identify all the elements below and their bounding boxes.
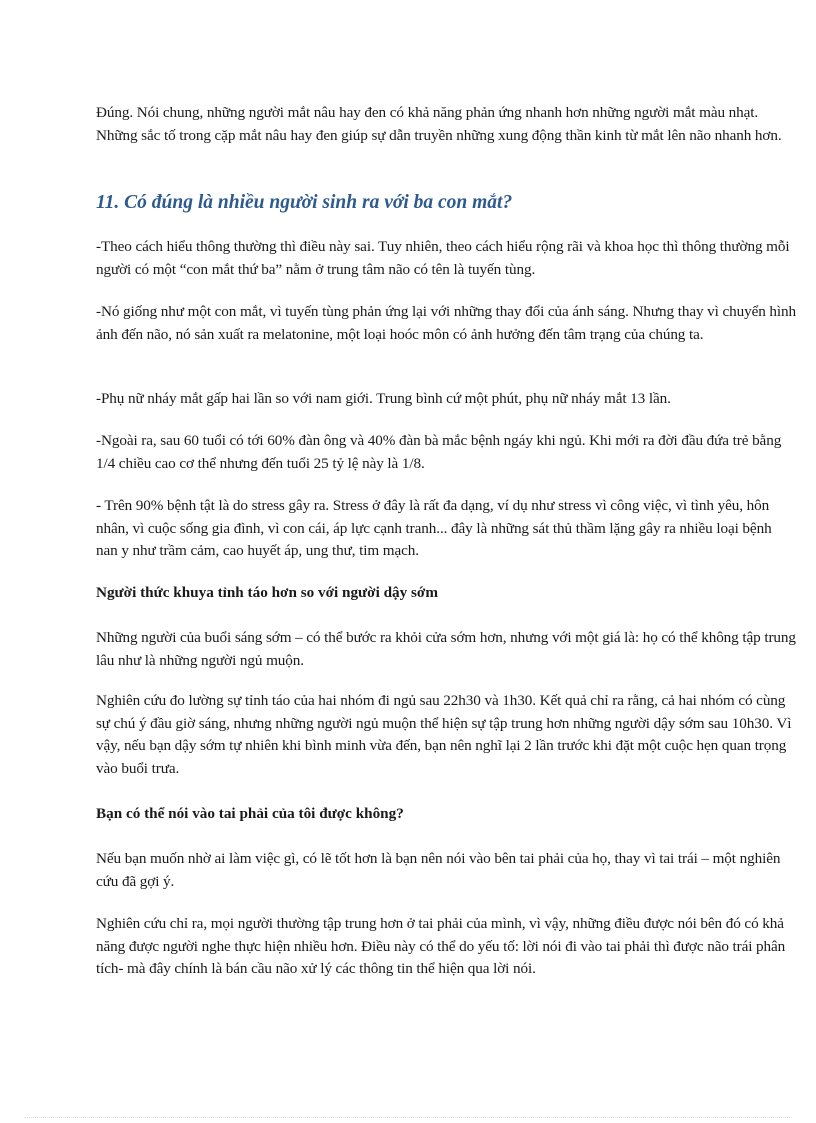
paragraph-alertness-study: Nghiên cứu đo lường sự tỉnh táo của hai nhóm đi ngủ sau 22h30 và 1h30. Kết quả chỉ ra rằng, cả hai nhóm có cùng sự chú ý đầu giờ sáng, nhưng những người ngủ muộn thể hiện sự tập trung hơn những người dậy sớm sau 10h30. Vì vậy, nếu bạn dậy sớm tự nhiên khi bình minh vừa đến, bạn nên nghĩ lại 2 lần trước khi đặt một cuộc hẹn quan trọng vào buổi trưa.: [96, 692, 792, 777]
paragraph-third-eye: -Theo cách hiểu thông thường thì điều này sai. Tuy nhiên, theo cách hiểu rộng rãi và khoa học thì thông thường mỗi người có một “con mắt thứ ba” nằm ở trung tâm não có tên là tuyến tùng.: [96, 238, 790, 278]
paragraph-blinking: -Phụ nữ nháy mắt gấp hai lần so với nam giới. Trung bình cứ một phút, phụ nữ nháy mắt 13 lần.: [96, 390, 671, 407]
paragraph-early-birds: Những người của buổi sáng sớm – có thể bước ra khỏi cửa sớm hơn, nhưng với một giá là: họ có thể không tập trung lâu như là những người ngủ muộn.: [96, 629, 796, 669]
paragraph-stress: - Trên 90% bệnh tật là do stress gây ra. Stress ở đây là rất đa dạng, ví dụ như stress vì công việc, vì tình yêu, hôn nhân, vì cuộc sống gia đình, vì con cái, áp lực cạnh tranh... đây là những sát thủ thầm lặng gây ra nhiều loại bệnh nan y như trầm cảm, cao huyết áp, ung thư, tim mạch.: [96, 497, 772, 559]
paragraph-right-ear-study: Nghiên cứu chỉ ra, mọi người thường tập trung hơn ở tai phải của mình, vì vậy, những điều được nói bên đó có khả năng được người nghe thực hiện nhiều hơn. Điều này có thể do yếu tố: lời nói đi vào tai phải thì được não trái phân tích- mà đây chính là bán cầu não xử lý các thông tin thể hiện qua lời nói.: [96, 915, 786, 977]
heading-right-ear: Bạn có thể nói vào tai phải của tôi được không?: [96, 805, 404, 822]
document-page: [96, 0, 796, 1123]
paragraph-eye-color: Đúng. Nói chung, những người mắt nâu hay đen có khả năng phản ứng nhanh hơn những người mắt màu nhạt. Những sắc tố trong cặp mắt nâu hay đen giúp sự dẫn truyền những xung động thần kinh từ mắt lên não nhanh hơn.: [96, 104, 782, 144]
page-bottom-divider: [24, 1117, 792, 1118]
paragraph-pineal-gland: -Nó giống như một con mắt, vì tuyến tùng phản ứng lại với những thay đổi của ánh sáng. Nhưng thay vì chuyển hình ảnh đến não, nó sản xuất ra melatonine, một loại hoóc môn có ảnh hưởng đến tâm trạng của chúng ta.: [96, 303, 797, 343]
paragraph-right-ear-request: Nếu bạn muốn nhờ ai làm việc gì, có lẽ tốt hơn là bạn nên nói vào bên tai phải của họ, thay vì tai trái – một nghiên cứu đã gợi ý.: [96, 850, 781, 890]
heading-three-eyes: 11. Có đúng là nhiều người sinh ra với ba con mắt?: [96, 192, 513, 213]
paragraph-snoring: -Ngoài ra, sau 60 tuổi có tới 60% đàn ông và 40% đàn bà mắc bệnh ngáy khi ngủ. Khi mới ra đời đầu đứa trẻ bằng 1/4 chiều cao cơ thể nhưng đến tuổi 25 tỷ lệ này là 1/8.: [96, 432, 782, 472]
heading-night-owl: Người thức khuya tỉnh táo hơn so với người dậy sớm: [96, 584, 438, 601]
